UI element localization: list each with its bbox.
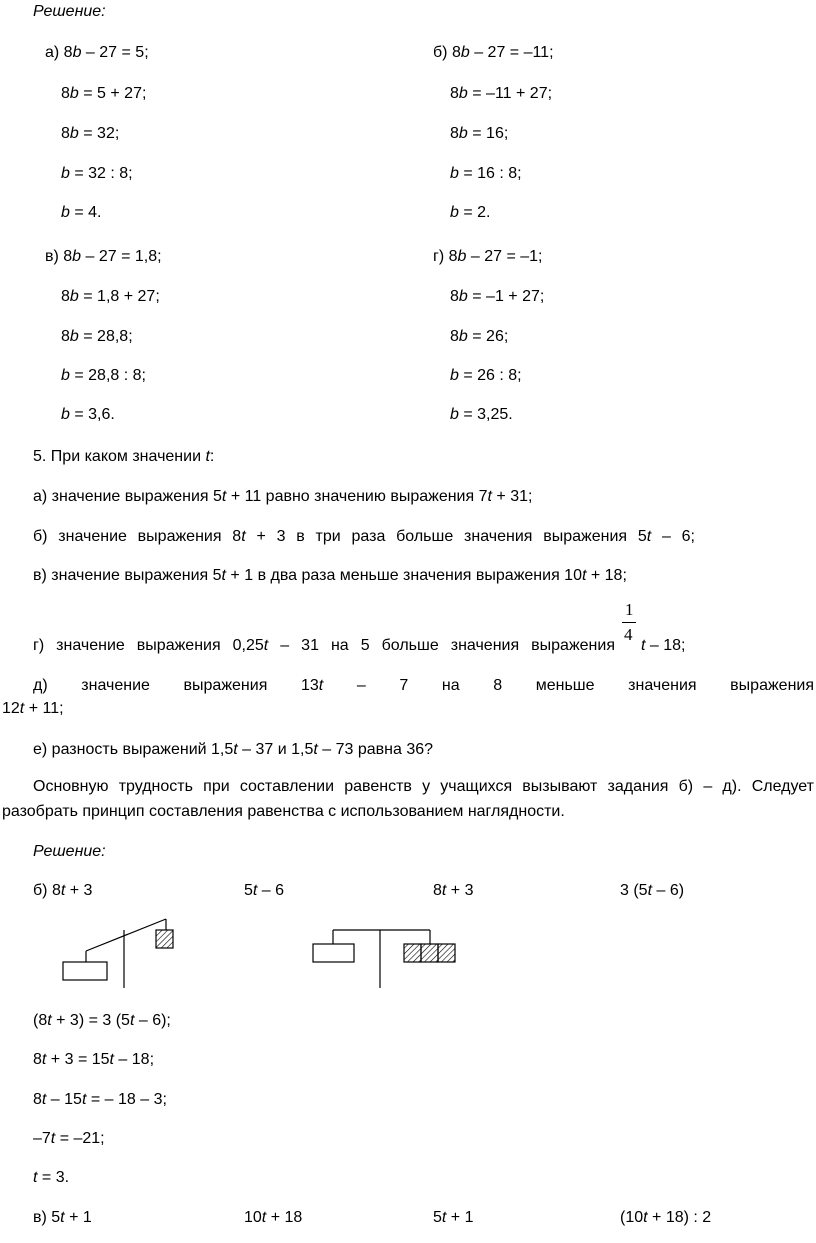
- fraction-bar: [622, 622, 636, 623]
- solution-line: b = 32 : 8;: [61, 165, 133, 182]
- solution-line: 8b = 1,8 + 27;: [61, 288, 160, 305]
- solution-line: b = 26 : 8;: [450, 367, 522, 384]
- hatched-weight: [404, 944, 421, 962]
- hatched-weight: [156, 930, 173, 948]
- hatched-weight: [438, 944, 455, 962]
- fraction-numerator: 1: [625, 600, 634, 619]
- fraction-denominator: 4: [624, 625, 633, 644]
- task-title: 5. При каком значении t:: [33, 448, 215, 465]
- solution-line: 8b = 28,8;: [61, 328, 133, 345]
- solution-line: 8b = –1 + 27;: [450, 288, 545, 305]
- expression-label: б) 8t + 3: [33, 882, 93, 899]
- expression-label: 5t + 1: [433, 1209, 474, 1226]
- methodical-note: Основную трудность при составлении равенств у учащихся вызывают задания б) – д). Следует: [33, 778, 814, 795]
- hatched-weight: [421, 944, 438, 962]
- task-item-b: б) значение выражения 8t + 3 в три раза больше значения выражения 5t – 6;: [33, 528, 695, 545]
- solution-line: в) 8b – 27 = 1,8;: [45, 248, 162, 265]
- task-item-e: е) разность выражений 1,5t – 37 и 1,5t – 73 равна 36?: [33, 741, 434, 758]
- solution-line: а) 8b – 27 = 5;: [45, 44, 149, 61]
- balanced-scale: [313, 930, 455, 988]
- task-item-g-tail: t – 18;: [641, 637, 686, 654]
- solution-step: t = 3.: [33, 1169, 70, 1186]
- task-item-a: а) значение выражения 5t + 11 равно значению выражения 7t + 31;: [33, 488, 533, 505]
- expression-label: 10t + 18: [244, 1209, 303, 1226]
- expression-label: 8t + 3: [433, 882, 474, 899]
- expression-label: 3 (5t – 6): [620, 882, 685, 899]
- solution-line: г) 8b – 27 = –1;: [433, 248, 543, 265]
- solution-step: (8t + 3) = 3 (5t – 6);: [33, 1012, 171, 1029]
- unbalanced-scale: [63, 919, 173, 988]
- solution-line: b = 28,8 : 8;: [61, 367, 146, 384]
- solution-line: 8b = 26;: [450, 328, 509, 345]
- solution-step: 8t + 3 = 15t – 18;: [33, 1051, 155, 1068]
- expression-label: в) 5t + 1: [33, 1209, 92, 1226]
- solution-line: 8b = 32;: [61, 125, 120, 142]
- solution-line: 8b = 16;: [450, 125, 509, 142]
- solution-label: Решение:: [33, 3, 106, 20]
- solution-line: b = 3,25.: [450, 406, 513, 423]
- solution-line: 8b = –11 + 27;: [450, 85, 553, 102]
- task-item-g: г) значение выражения 0,25t – 31 на 5 больше значения выражения: [33, 637, 615, 654]
- task-item-v: в) значение выражения 5t + 1 в два раза меньше значения выражения 10t + 18;: [33, 567, 627, 584]
- task-item-d: д) значение выражения 13t – 7 на 8 меньше значения выражения: [33, 677, 815, 694]
- solution-step: –7t = –21;: [33, 1130, 105, 1147]
- solution-line: б) 8b – 27 = –11;: [433, 44, 554, 61]
- methodical-note-cont: разобрать принцип составления равенства с использованием наглядности.: [2, 803, 565, 820]
- weight-block: [63, 962, 107, 980]
- weight-block: [313, 944, 354, 962]
- solution-label: Решение:: [33, 843, 106, 860]
- solution-line: b = 4.: [61, 204, 102, 221]
- solution-step: 8t – 15t = – 18 – 3;: [33, 1091, 167, 1108]
- expression-label: 5t – 6: [244, 882, 285, 899]
- expression-label: (10t + 18) : 2: [620, 1209, 712, 1226]
- solution-line: b = 16 : 8;: [450, 165, 522, 182]
- solution-line: b = 3,6.: [61, 406, 115, 423]
- task-item-d-cont: 12t + 11;: [2, 700, 64, 717]
- solution-line: 8b = 5 + 27;: [61, 85, 147, 102]
- solution-line: b = 2.: [450, 204, 491, 221]
